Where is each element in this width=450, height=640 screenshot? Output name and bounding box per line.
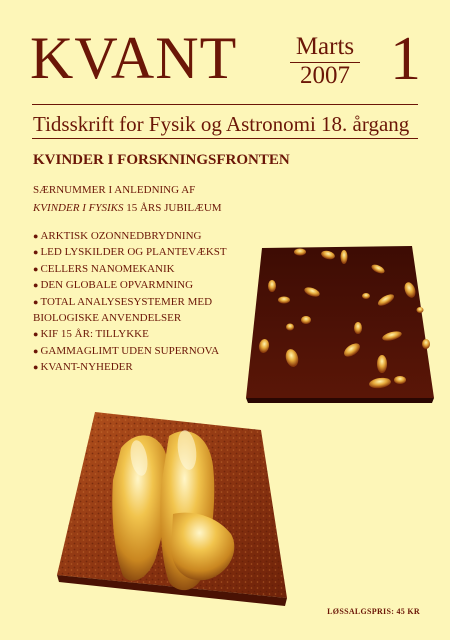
- toc-item: ● KVANT-NYHEDER: [33, 361, 133, 374]
- magazine-title: KVANT: [30, 25, 238, 91]
- intro-italic: KVINDER I FYSIKS: [33, 202, 124, 214]
- bullet-icon: ●: [33, 280, 39, 291]
- bottom-rule: [32, 138, 418, 139]
- issue-month: Marts: [295, 33, 355, 60]
- issue-year: 2007: [290, 62, 360, 89]
- toc-item: ● ARKTISK OZONNEDBRYDNING: [33, 230, 202, 242]
- bullet-icon: ●: [33, 345, 39, 356]
- toc-item: ● CELLERS NANOMEKANIK: [33, 262, 175, 275]
- toc-item: ● TOTAL ANALYSESYSTEMER MED: [33, 295, 213, 308]
- issue-number: 1: [390, 25, 421, 93]
- bullet-icon: ●: [33, 329, 39, 340]
- intro-line-1: SÆRNUMMER I ANLEDNING AF: [33, 184, 196, 196]
- scan-edge: [246, 398, 434, 403]
- toc-item: ● DEN GLOBALE OPVARMNING: [33, 279, 194, 292]
- bullet-icon: ●: [33, 247, 39, 258]
- intro-text: [33, 181, 222, 217]
- cover-price: LØSSALGSPRIS: 45 KR: [327, 607, 420, 616]
- scan-surface: [246, 246, 434, 398]
- bullet-icon: ●: [33, 263, 39, 274]
- afm-scan-image-bottom: [55, 410, 305, 618]
- table-of-contents: [33, 228, 263, 376]
- bullet-icon: ●: [33, 296, 39, 307]
- intro-rest: 15 ÅRS JUBILÆUM: [123, 202, 222, 214]
- magazine-subtitle: Tidsskrift for Fysik og Astronomi 18. årgang: [33, 112, 410, 136]
- toc-item: ● LED LYSKILDER OG PLANTEVÆKST: [33, 246, 227, 259]
- cover-headline: KVINDER I FORSKNINGSFRONTEN: [33, 152, 290, 168]
- toc-item-continuation: BIOLOGISKE ANVENDELSER: [33, 312, 182, 325]
- toc-item: ● GAMMAGLIMT UDEN SUPERNOVA: [33, 344, 220, 357]
- intro-line-2: [33, 199, 222, 217]
- toc-item: ● KIF 15 ÅR: TILLYKKE: [33, 328, 149, 341]
- afm-scan-image-top: [240, 236, 450, 406]
- top-rule: [32, 104, 418, 105]
- bullet-icon: ●: [33, 362, 39, 373]
- bullet-icon: ●: [33, 231, 39, 241]
